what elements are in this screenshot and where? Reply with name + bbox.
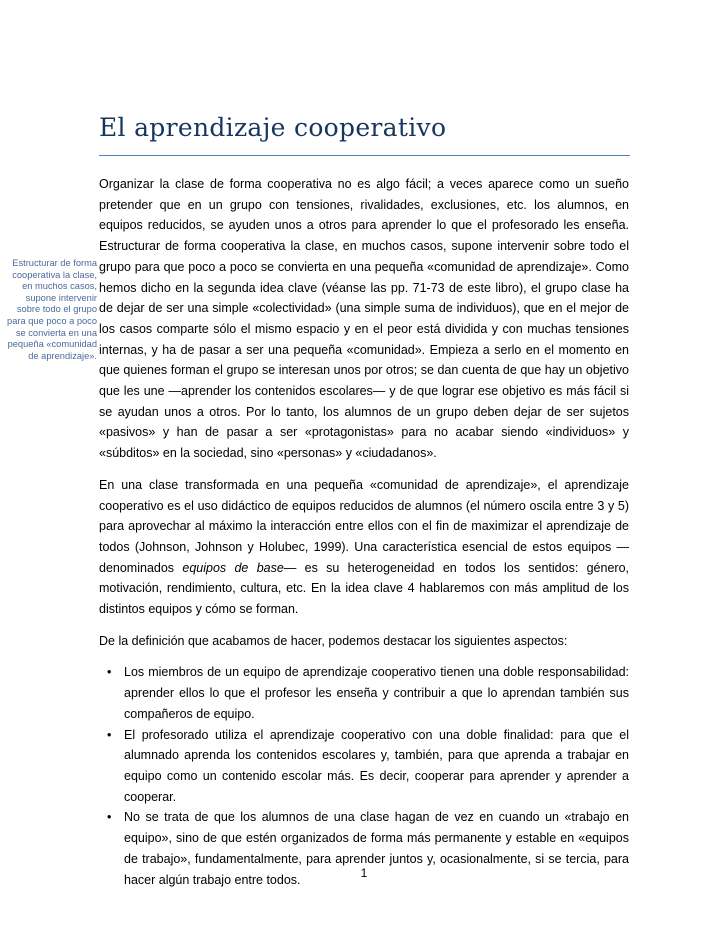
page-title: El aprendizaje cooperativo	[99, 113, 447, 142]
bullet-icon: •	[107, 665, 112, 680]
list-item-text: Los miembros de un equipo de aprendizaje cooperativo tienen una doble responsabilidad: aprender ellos lo que el profesor les enseña y contribuir a que lo aprendan también sus compañeros de equipo.	[124, 665, 629, 721]
list-item-text: El profesorado utiliza el aprendizaje cooperativo con una doble finalidad: para que el alumnado aprenda los contenidos escolares y, también, para que aprenda a trabajar en equipo como un contenido escolar más. Es decir, cooperar para aprender y aprender a cooperar.	[124, 727, 629, 804]
margin-note: Estructurar de forma cooperativa la clase, en muchos casos, supone intervenir sobre todo el grupo para que poco a poco se convierta en una pequeña «comunidad de aprendizaje».	[7, 258, 97, 361]
list-item	[107, 725, 629, 808]
document-body	[99, 174, 629, 890]
paragraph-3: De la definición que acabamos de hacer, podemos destacar los siguientes aspectos:	[99, 633, 568, 648]
list-item-text: No se trata de que los alumnos de una clase hagan de vez en cuando un «trabajo en equipo», sino de que estén organizados de forma más permanente y estable en «equipos de trabajo», fundamentalmente, para aprender juntos y, ocasionalmente, si se tercia, para hacer algún trabajo entre todos.	[124, 810, 629, 887]
paragraph-2-emphasis: equipos de base	[182, 560, 284, 575]
paragraph-1: Organizar la clase de forma cooperativa no es algo fácil; a veces aparece como un sueño pretender que en un grupo con tensiones, rivalidades, exclusiones, etc. los alumnos, en equipos reducidos, se ayuden unos a otros para aprender lo que el profesorado les enseña. Estructurar de forma cooperativa la clase, en muchos casos, supone intervenir sobre todo el grupo para que poco a poco se convierta en una pequeña «comunidad de aprendizaje». Como hemos dicho en la segunda idea clave (véanse las pp. 71-73 de este libro), el grupo clase ha de dejar de ser una simple «colectividad» (una simple suma de individuos), que en el mejor de los casos comparte sólo el mismo espacio y en el peor está dividida y con muchas tensiones internas, y ha de pasar a ser una pequeña «comunidad». Empieza a serlo en el momento en que quienes forman el grupo se interesan unos por otros; se dan cuenta de que hay un objetivo que les une —aprender los contenidos escolares— y de que lograr ese objetivo es más fácil si se ayudan unos a otros. Por lo tanto, los alumnos de un grupo deben dejar de ser sujetos «pasivos» y han de pasar a ser «protagonistas» para no acabar siendo «individuos» y «súbditos» en la sociedad, sino «personas» y «ciudadanos».	[99, 177, 629, 461]
title-underline	[99, 155, 630, 156]
paragraph-2	[99, 475, 629, 620]
list-item	[107, 662, 629, 724]
page-number: 1	[360, 866, 368, 880]
aspects-list	[99, 662, 629, 890]
bullet-icon: •	[107, 810, 112, 825]
bullet-icon: •	[107, 727, 112, 742]
paragraph-2-before: En una clase transformada en una pequeña «comunidad de aprendizaje», el aprendizaje cooperativo es el uso didáctico de equipos reducidos de alumnos (el número oscila entre 3 y 5) para aprovechar al máximo la interacción entre ellos con el fin de maximizar el aprendizaje de todos (Johnson, Johnson y Holubec, 1999). Una característica esencial de estos equipos — denominados	[99, 477, 629, 575]
paragraph-2-after: — es su heterogeneidad en todos los sentidos: género, motivación, rendimiento, cultura, etc. En la idea clave 4 hablaremos con más amplitud de los distintos equipos y cómo se forman.	[99, 560, 629, 617]
